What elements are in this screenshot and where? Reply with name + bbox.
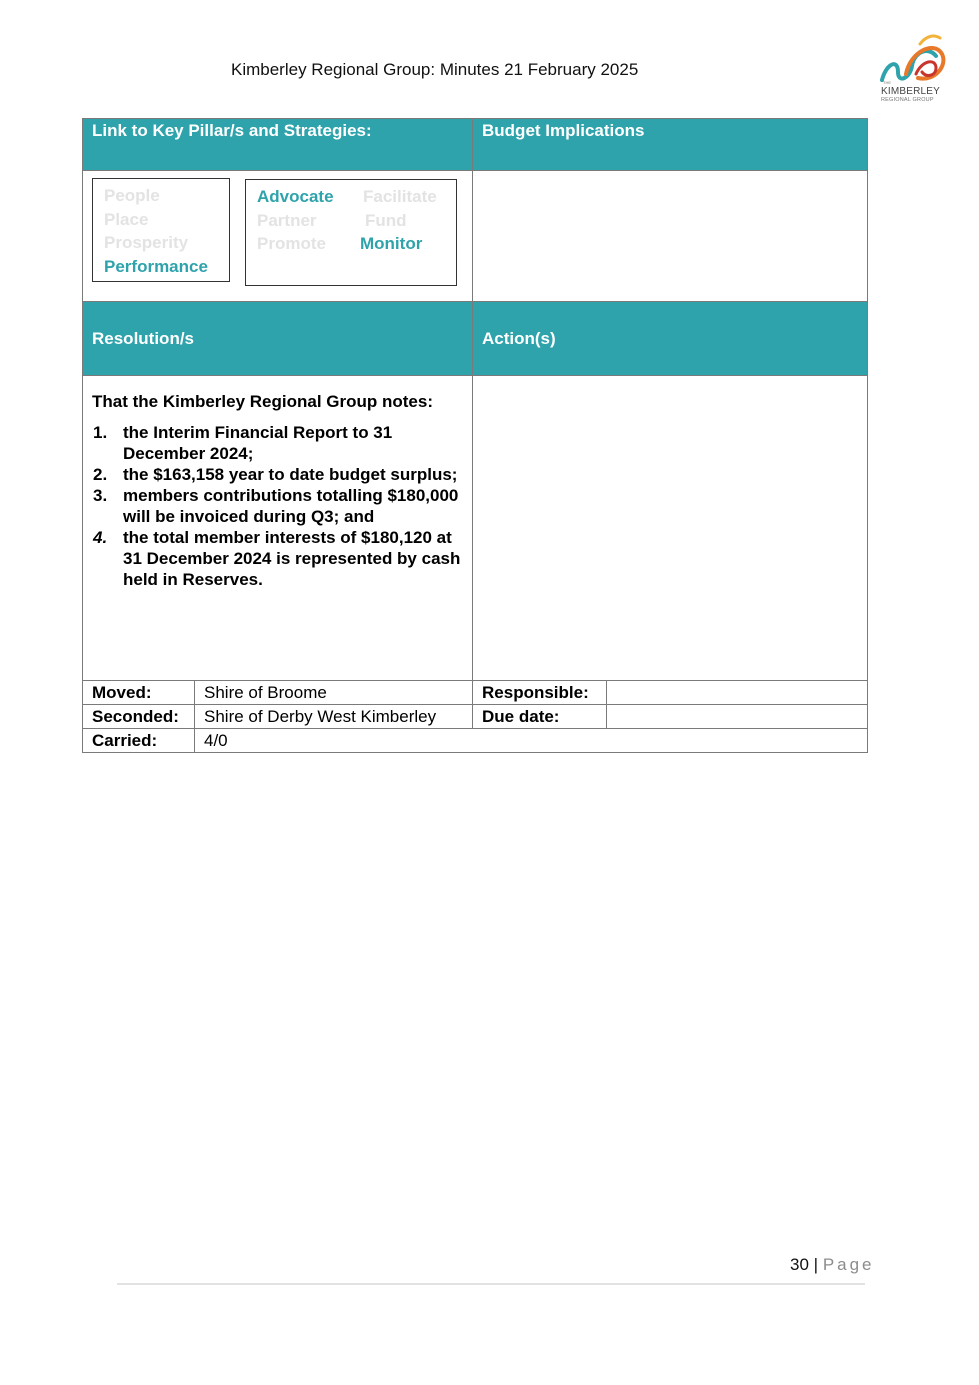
moved-value: Shire of Broome xyxy=(195,681,473,705)
actions-header: Action(s) xyxy=(473,302,868,376)
page-number-value: 30 xyxy=(790,1255,809,1274)
responsible-value xyxy=(607,681,868,705)
carried-value: 4/0 xyxy=(195,729,868,753)
due-date-value xyxy=(607,705,868,729)
item-number: 3. xyxy=(93,486,108,505)
resolution-cell xyxy=(83,376,473,681)
resolution-item xyxy=(92,527,463,590)
pillar-performance: Performance xyxy=(104,256,208,276)
resolutions-header: Resolution/s xyxy=(83,302,473,376)
due-date-label: Due date: xyxy=(473,705,607,729)
budget-implications-cell xyxy=(473,171,868,302)
pillars-box xyxy=(92,178,230,282)
carried-label: Carried: xyxy=(83,729,195,753)
seconded-label: Seconded: xyxy=(83,705,195,729)
item-text: members contributions totalling $180,000 will be invoiced during Q3; and xyxy=(123,486,459,526)
actions-cell xyxy=(473,376,868,681)
item-text: the Interim Financial Report to 31 December 2024; xyxy=(123,423,393,463)
item-text: the $163,158 year to date budget surplus; xyxy=(123,465,458,484)
strategy-advocate: Advocate xyxy=(257,187,334,206)
strategy-facilitate: Facilitate xyxy=(363,187,437,206)
key-pillars-cell xyxy=(83,171,473,302)
moved-label: Moved: xyxy=(83,681,195,705)
responsible-label: Responsible: xyxy=(473,681,607,705)
pillar-place: Place xyxy=(104,209,149,229)
footer-divider xyxy=(117,1283,865,1285)
strategies-box xyxy=(245,179,457,286)
key-pillars-header: Link to Key Pillar/s and Strategies: xyxy=(83,119,473,171)
logo-small-text: THE xyxy=(883,80,891,85)
item-number: 4. xyxy=(93,528,108,547)
item-text: the total member interests of $180,120 at 31 December 2024 is represented by cash held in Reserves. xyxy=(123,528,461,589)
strategy-promote: Promote xyxy=(257,234,326,253)
resolution-item xyxy=(92,464,463,485)
resolution-item xyxy=(92,485,463,527)
page-separator: | xyxy=(813,1255,819,1274)
resolution-table xyxy=(82,118,868,753)
item-number: 1. xyxy=(93,423,108,442)
logo-name-text: KIMBERLEY xyxy=(881,86,941,97)
page-word: Page xyxy=(822,1255,875,1274)
budget-implications-header: Budget Implications xyxy=(473,119,868,171)
seconded-value: Shire of Derby West Kimberley xyxy=(195,705,473,729)
resolution-item xyxy=(92,422,463,464)
strategy-partner: Partner xyxy=(257,211,317,230)
strategy-fund: Fund xyxy=(365,211,407,230)
strategy-monitor: Monitor xyxy=(360,234,423,253)
document-header-title: Kimberley Regional Group: Minutes 21 February 2025 xyxy=(231,60,639,79)
logo-subtitle-text: REGIONAL GROUP xyxy=(881,97,934,103)
resolution-intro: That the Kimberley Regional Group notes: xyxy=(92,392,433,411)
resolution-list xyxy=(92,422,463,590)
pillar-prosperity: Prosperity xyxy=(104,233,189,252)
item-number: 2. xyxy=(93,465,108,484)
pillar-people: People xyxy=(104,186,160,205)
page-number xyxy=(790,1255,875,1275)
